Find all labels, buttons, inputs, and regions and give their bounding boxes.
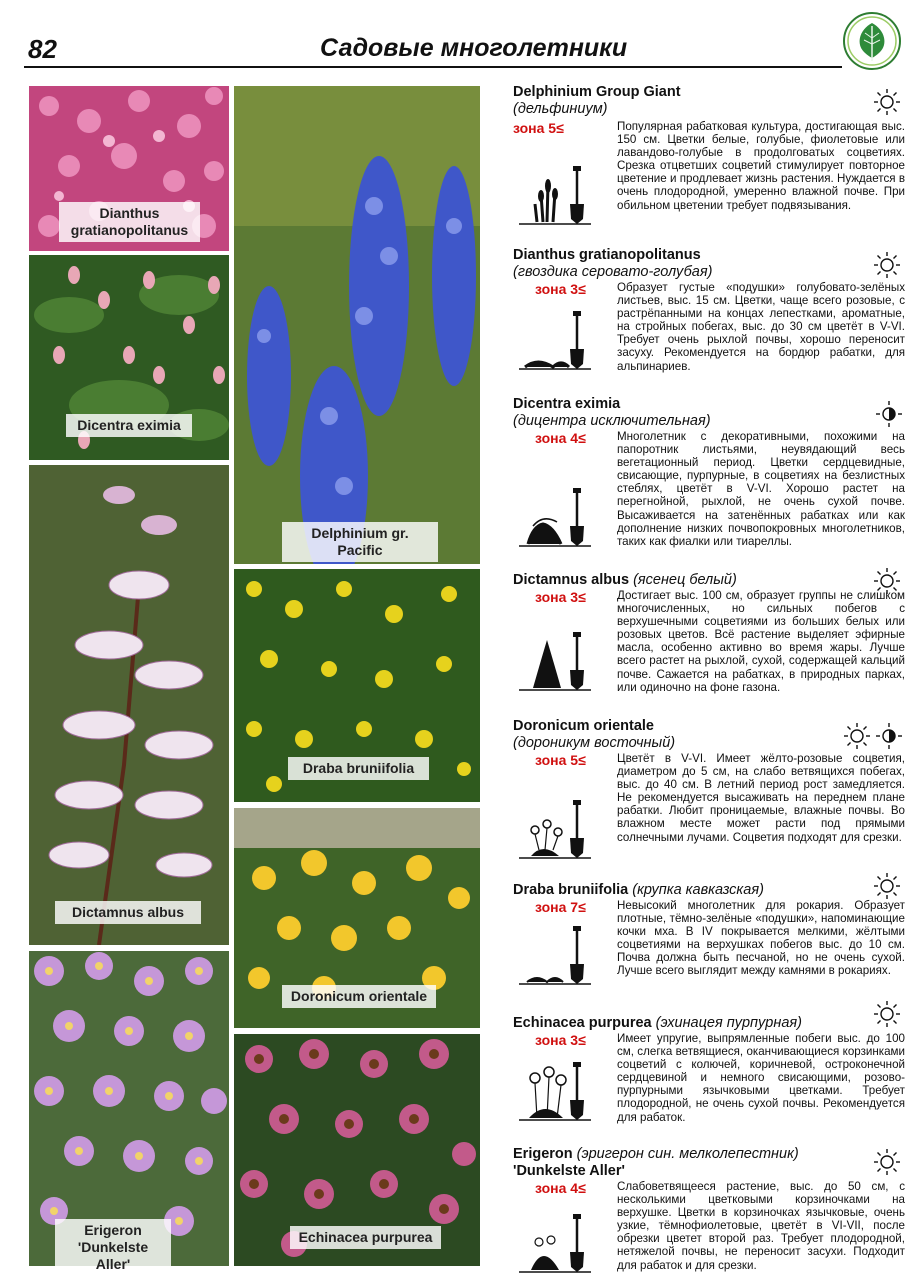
entry-dianthus: [513, 247, 905, 387]
entry-draba: [513, 882, 905, 1002]
entry-latin: Doronicum orientale: [513, 718, 654, 734]
zone-label: зона 3≤: [535, 1032, 586, 1048]
entry-description: Невысокий многолетник для рокария. Образует плотные, тёмно-зелёные «подушки», напоминающие кочки мха. В IV покрывается мелкими, жёлтыми соцветиями на верхушках побегов выс. до 10 см. Почва должна быть песчаной, но не очень сухой. Лучше всего выглядит между камнями в рокариях.: [617, 899, 905, 978]
plant-height-icon: [513, 164, 593, 226]
entry-russian: (дельфиниум): [513, 101, 608, 117]
entry-cultivar: 'Dunkelste Aller': [513, 1163, 625, 1179]
entry-description: Цветёт в V-VI. Имеет жёлто-розовые соцветия, диаметром до 5 см, на слабо ветвящихся побегах, выс. до 40 см. В летний период рост замедляется. Не рекомендуется высаживать на переднем плане рабатки. Любит проницаемые, влажные почвы. Во влажном месте может расти под прямыми солнечными лучами. Соцветия подходят для срезки.: [617, 752, 905, 844]
entry-description: Популярная рабатковая культура, достигающая выс. 150 см. Цветки белые, голубые, фиолетовые или лавандово-голубые в продолговатых соцветиях. Срезка отцветших соцветий стимулирует повторное цветение и продлевает жизнь растения. Нуждается в очень плодородной, умеренно влажной почве. При обильном цветении требует подвязывания.: [617, 120, 905, 212]
half-shade-icon: [875, 400, 903, 428]
page-title: Садовые многолетники: [320, 34, 628, 62]
caption-dianthus: Dianthus gratianopolitanus: [59, 202, 200, 242]
sun-icon: [873, 88, 901, 116]
zone-label: зона 4≤: [535, 430, 586, 446]
entry-latin: Dicentra eximia: [513, 396, 621, 412]
caption-erigeron: Erigeron 'Dunkelste Aller': [55, 1219, 171, 1276]
caption-echinacea: Echinacea purpurea: [290, 1226, 441, 1249]
caption-dicentra: Dicentra eximia: [66, 414, 192, 437]
entry-russian: (гвоздика серовато-голубая): [513, 264, 713, 280]
zone-label: зона 5≤: [513, 120, 564, 136]
entry-latin: Draba bruniifolia: [513, 882, 629, 898]
sun-icon: [873, 251, 901, 279]
plant-height-icon: [513, 1212, 593, 1274]
zone-label: зона 4≤: [535, 1180, 586, 1196]
entry-russian: (эригерон син. мелколепестник): [576, 1146, 799, 1162]
entry-russian: (ясенец белый): [633, 572, 737, 588]
entry-delphinium: [513, 84, 905, 234]
half-shade-icon: [875, 722, 903, 750]
entry-erigeron: [513, 1146, 905, 1276]
zone-label: зона 3≤: [535, 589, 586, 605]
plant-height-icon: [513, 798, 593, 860]
entry-russian: (эхинацея пурпурная): [655, 1015, 802, 1031]
plant-height-icon: [513, 486, 593, 548]
entry-description: Образует густые «подушки» голубовато-зелёных листьев, выс. 15 см. Цветки, чаще всего розовые, с растрёпанными на концах лепестками, ароматные, на стройных побегах, выс. до 30 см цветёт в V-VI. Требует очень рыхлой почвы, хорошо переносит засуху. Рекомендуется на бордюр рабатки, для альпинариев.: [617, 281, 905, 373]
entry-latin: Echinacea purpurea: [513, 1015, 652, 1031]
entry-description: Имеет упругие, выпрямленные побеги выс. до 100 см, слегка ветвящиеся, оканчивающиеся корзинками соцветий с колючей, коричневой, остроконечной сердцевиной и немного свисающими, розово-пурпурными язычковыми цветками. Требует плодородной, не очень сухой почвы. Рекомендуется для рабаток.: [617, 1032, 905, 1124]
entry-dictamnus: [513, 572, 905, 707]
page-number: 82: [28, 34, 57, 64]
sun-icon: [843, 722, 871, 750]
entry-doronicum: [513, 718, 905, 868]
zone-label: зона 5≤: [535, 752, 586, 768]
plant-height-icon: [513, 309, 593, 371]
entry-latin: Dianthus gratianopolitanus: [513, 247, 701, 263]
entry-latin: Dictamnus albus: [513, 572, 630, 588]
sun-icon: [873, 872, 901, 900]
entry-russian: (дицентра исключительная): [513, 413, 711, 429]
entry-description: Слабоветвящееся растение, выс. до 50 см, с несколькими цветковыми корзиночками на верхушке. Цветки в корзиночках язычковые, очень узкие, тёмнофиолетовые, цветёт в VI-VII, после обрезки цветет второй раз. Требует плодородной, нетяжелой почвы, не переносит засухи. Подходит для рабаток и для срезки.: [617, 1180, 905, 1272]
caption-doronicum: Doronicum orientale: [282, 985, 436, 1008]
zone-label: зона 7≤: [535, 899, 586, 915]
entry-latin: Erigeron: [513, 1146, 573, 1162]
sun-icon: [873, 1000, 901, 1028]
entry-russian: (дороникум восточный): [513, 735, 676, 751]
entry-latin: Delphinium Group Giant: [513, 84, 681, 100]
entry-echinacea: [513, 1015, 905, 1135]
leaf-logo-icon: [843, 12, 901, 70]
entry-description: Достигает выс. 100 см, образует группы не слишком многочисленных, но сильных побегов с верхушечными соцветиями из больших белых или розовых цветов. Всё растение выделяет эфирные масла, особенно активно во время жары. Лучше всего растет на рыхлой, сухой, содержащей кальций почве. Сажается на рабатках, в природных парках, или одиночно на фоне газона.: [617, 589, 905, 694]
plant-height-icon: [513, 630, 593, 692]
plant-height-icon: [513, 1060, 593, 1122]
caption-draba: Draba bruniifolia: [288, 757, 429, 780]
caption-dictamnus: Dictamnus albus: [55, 901, 201, 924]
photo-dictamnus: [29, 465, 229, 945]
caption-delphinium: Delphinium gr. Pacific: [282, 522, 438, 562]
entry-russian: (крупка кавказская): [632, 882, 764, 898]
header-rule: [24, 66, 842, 68]
entry-description: Многолетник с декоративными, похожими на папоротник листьями, неувядающий весь вегетационный период. Цветки сердцевидные, свисающие, пурпурные, в соцветиях на безлистных стеблях, цветёт в V-VI. Хорошо растет на перегнойной, рыхлой, не очень сухой почве. Высаживается на затенённых рабатках или как дополнение низких почвопокровных многолетников, таких как фиалки или тиареллы.: [617, 430, 905, 548]
photo-delphinium: [234, 86, 480, 564]
sun-icon: [873, 1148, 901, 1176]
plant-height-icon: [513, 924, 593, 986]
entry-dicentra: [513, 396, 905, 556]
zone-label: зона 3≤: [535, 281, 586, 297]
